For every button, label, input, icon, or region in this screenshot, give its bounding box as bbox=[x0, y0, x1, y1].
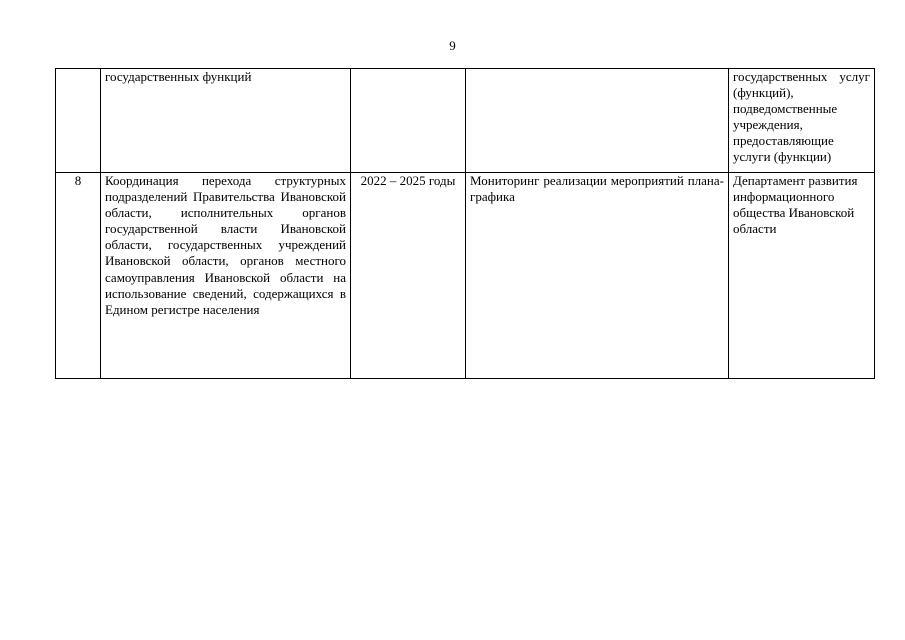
cell-result: Мониторинг реализации мероприятий плана-графика bbox=[466, 173, 729, 379]
table-row bbox=[56, 173, 875, 379]
cell-term: 2022 – 2025 годы bbox=[351, 173, 466, 379]
cell-executor: Департамент развития информационного общества Ивановской области bbox=[729, 173, 875, 379]
plan-table bbox=[55, 68, 875, 379]
cell-measure: Координация перехода структурных подразделений Правительства Ивановской области, исполнительных органов государственной власти Ивановской области, государственных учреждений Ивановской области, органов местного самоуправления Ивановской области на использование сведений, содержащихся в Едином регистре населения bbox=[101, 173, 351, 379]
cell-executor: государственных услуг (функций), подведомственные учреждения, предоставляющие услуги (функции) bbox=[729, 69, 875, 173]
cell-term bbox=[351, 69, 466, 173]
cell-number: 8 bbox=[56, 173, 101, 379]
cell-number bbox=[56, 69, 101, 173]
table-row bbox=[56, 69, 875, 173]
cell-result bbox=[466, 69, 729, 173]
page-number: 9 bbox=[449, 38, 456, 53]
cell-measure: государственных функций bbox=[101, 69, 351, 173]
